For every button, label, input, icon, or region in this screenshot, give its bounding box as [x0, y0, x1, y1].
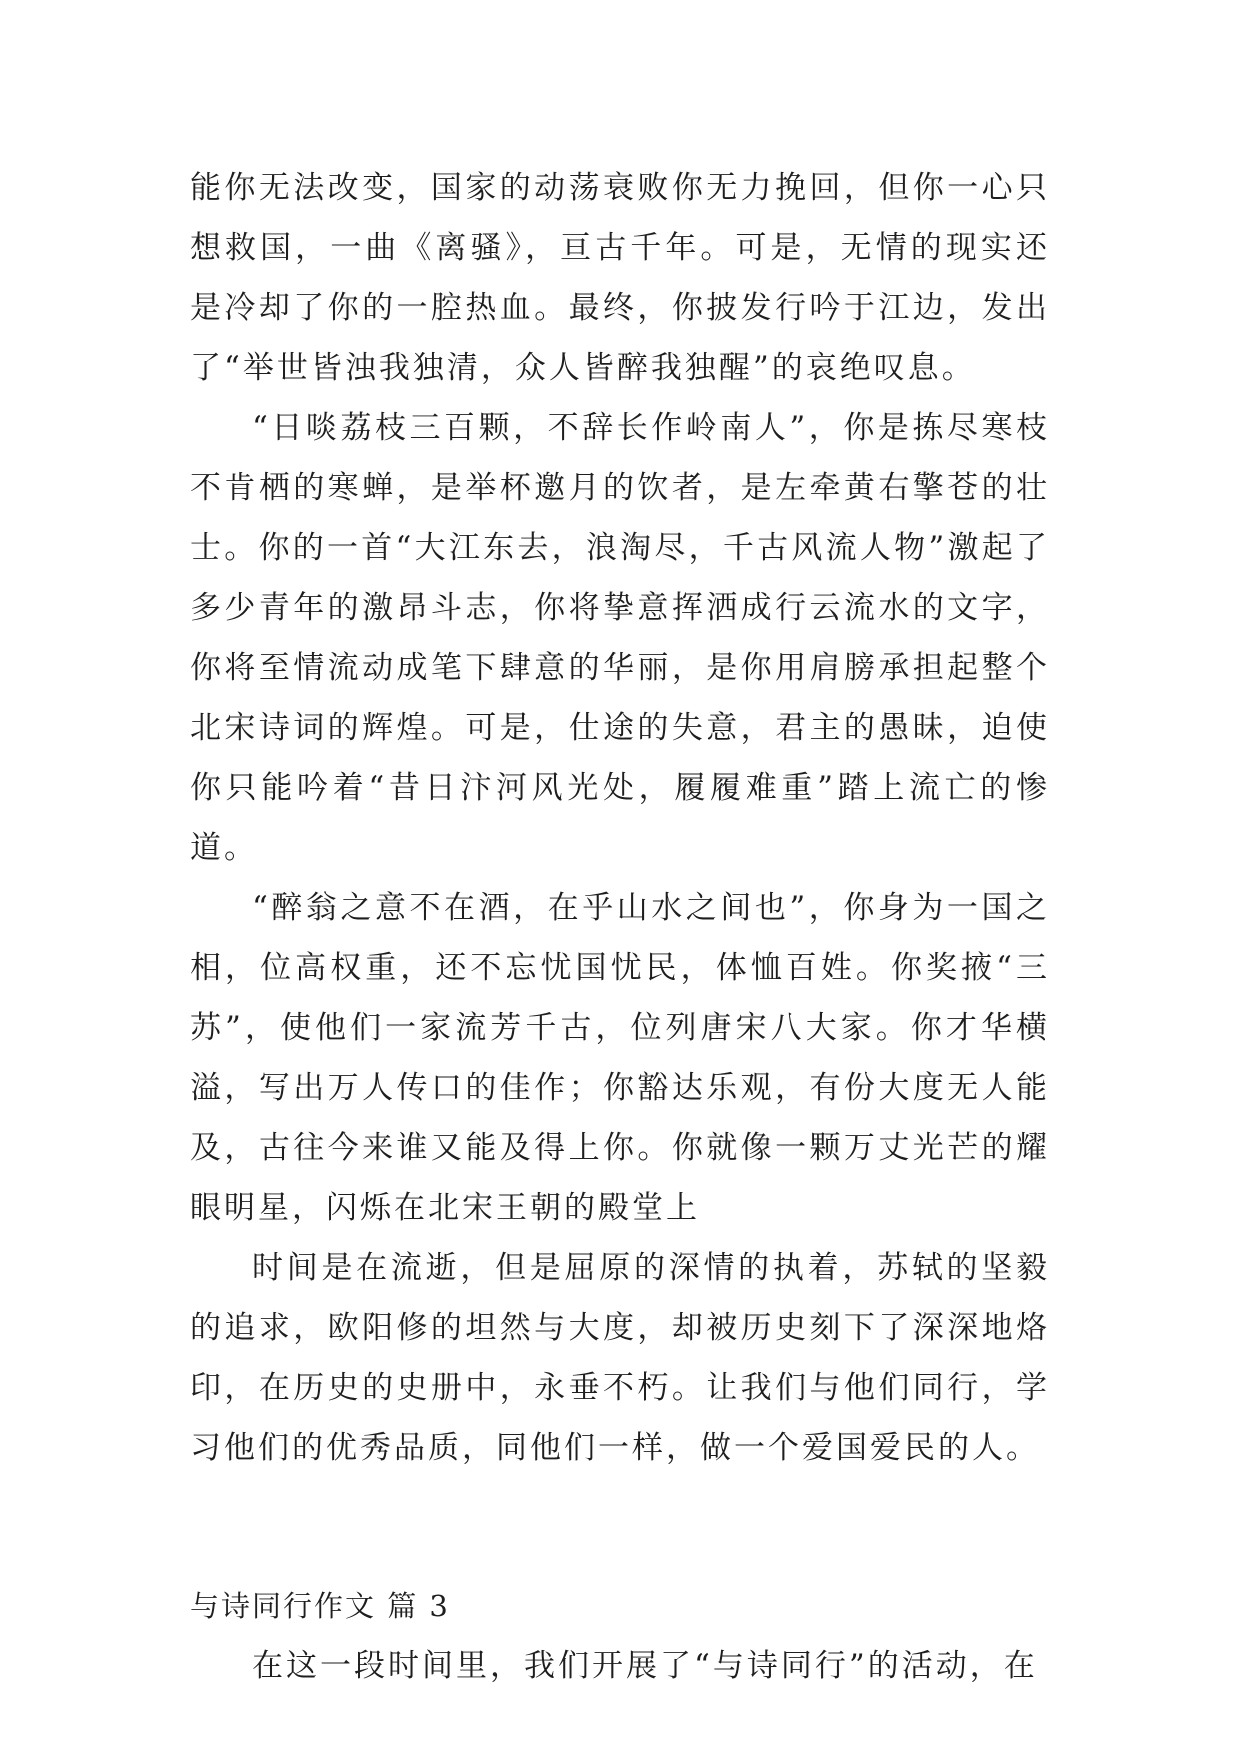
paragraph-2: “日啖荔枝三百颗，不辞长作岭南人”，你是拣尽寒枝不肯栖的寒蝉，是举杯邀月的饮者，是左牵黄右擎苍的壮士。你的一首“大江东去，浪淘尽，千古风流人物”激起了多少青年的激昂斗志，你将挚意挥洒成行云流水的文字，你将至情流动成笔下肆意的华丽，是你用肩膀承担起整个北宋诗词的辉煌。可是，仕途的失意，君主的愚昧，迫使你只能吟着“昔日汴河风光处，履履难重”踏上流亡的惨道。 [190, 410, 1050, 866]
paragraph-1: 能你无法改变，国家的动荡衰败你无力挽回，但你一心只想救国，一曲《离骚》，亘古千年。可是，无情的现实还是冷却了你的一腔热血。最终，你披发行吟于江边，发出了“举世皆浊我独清，众人皆醉我独醒”的哀绝叹息。 [190, 170, 1050, 386]
paragraph-3: “醉翁之意不在酒，在乎山水之间也”，你身为一国之相，位高权重，还不忘忧国忧民，体恤百姓。你奖掖“三苏”，使他们一家流芳千古，位列唐宋八大家。你才华横溢，写出万人传口的佳作；你豁达乐观，有份大度无人能及，古往今来谁又能及得上你。你就像一颗万丈光芒的耀眼明星，闪烁在北宋王朝的殿堂上 [190, 890, 1050, 1226]
paragraph-5: 在这一段时间里，我们开展了“与诗同行”的活动，在 [252, 1648, 1038, 1684]
document-body [190, 158, 1050, 1696]
paragraph-4: 时间是在流逝，但是屈原的深情的执着，苏轼的坚毅的追求，欧阳修的坦然与大度，却被历史刻下了深深地烙印，在历史的史册中，永垂不朽。让我们与他们同行，学习他们的优秀品质，同他们一样，做一个爱国爱民的人。 [190, 1250, 1050, 1466]
section-heading: 与诗同行作文 篇 3 [190, 1589, 450, 1623]
